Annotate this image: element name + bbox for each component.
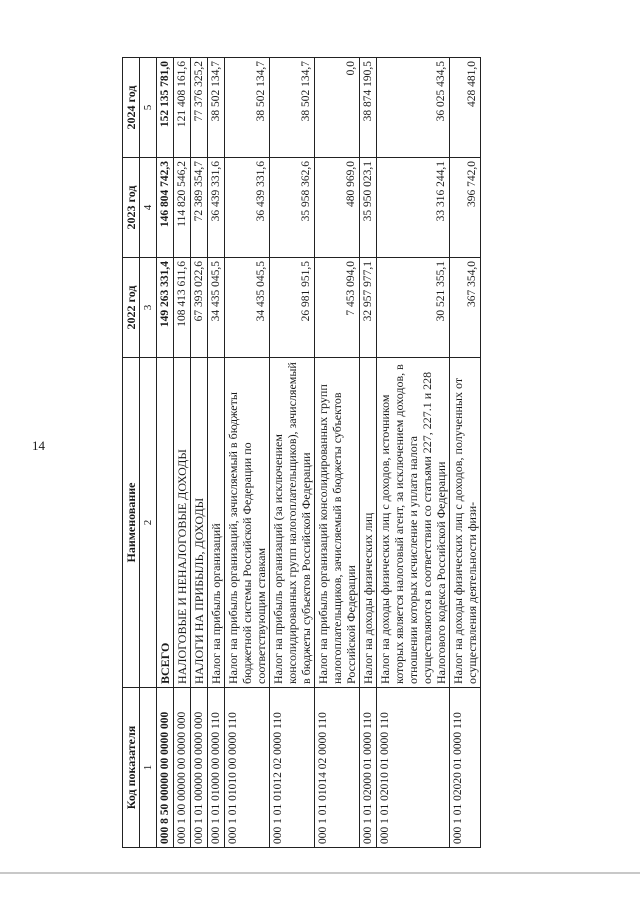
name-cell: НАЛОГОВЫЕ И НЕНАЛОГОВЫЕ ДОХОДЫ [174, 358, 191, 688]
table-row [157, 58, 174, 848]
name-cell: Налог на прибыль организаций (за исключением консолидированных групп налогоплательщиков), зачисляемый в бюджеты субъектов Российской Федерации [270, 358, 315, 688]
value-2022-cell: 108 413 611,6 [174, 258, 191, 358]
value-2022-cell: 149 263 331,4 [157, 258, 174, 358]
table-row [450, 58, 481, 848]
index-cell: 5 [140, 58, 157, 158]
scan-edge-line [0, 872, 640, 874]
column-index-row [140, 58, 157, 848]
table-header-row [123, 58, 140, 848]
table-row [377, 58, 450, 848]
value-2023-cell: 480 969,0 [315, 158, 360, 258]
table-row [225, 58, 270, 848]
value-2024-cell: 0,0 [315, 58, 360, 158]
header-code: Код показателя [123, 688, 140, 848]
index-cell: 3 [140, 258, 157, 358]
value-2023-cell: 396 742,0 [450, 158, 481, 258]
page-number: 14 [32, 438, 45, 453]
code-cell: 000 1 01 00000 00 0000 000 [191, 688, 208, 848]
value-2024-cell: 38 874 190,5 [360, 58, 377, 158]
header-name: Наименование [123, 358, 140, 688]
rotated-table-container [122, 58, 622, 848]
table-row [315, 58, 360, 848]
index-cell: 4 [140, 158, 157, 258]
name-cell: Налог на прибыль организаций [208, 358, 225, 688]
code-cell: 000 1 01 01000 00 0000 110 [208, 688, 225, 848]
header-2023: 2023 год [123, 158, 140, 258]
index-cell: 1 [140, 688, 157, 848]
table-row [191, 58, 208, 848]
table-row [270, 58, 315, 848]
value-2023-cell: 35 950 023,1 [360, 158, 377, 258]
value-2022-cell: 67 393 022,6 [191, 258, 208, 358]
value-2024-cell: 38 502 134,7 [208, 58, 225, 158]
value-2023-cell: 36 439 331,6 [208, 158, 225, 258]
value-2023-cell: 36 439 331,6 [225, 158, 270, 258]
name-cell: Налог на доходы физических лиц с доходов, источником которых является налоговый агент, за исключением доходов, в отношении которых исчисление и уплата налога осуществляются в соответствии со статьями 227, 227.1 и 228 Налогового кодекса Российской Федерации [377, 358, 450, 688]
value-2023-cell: 114 820 546,2 [174, 158, 191, 258]
value-2024-cell: 38 502 134,7 [225, 58, 270, 158]
value-2022-cell: 30 521 355,1 [377, 258, 450, 358]
table-row [208, 58, 225, 848]
value-2024-cell: 36 025 434,5 [377, 58, 450, 158]
code-cell: 000 1 01 02000 01 0000 110 [360, 688, 377, 848]
value-2023-cell: 72 389 354,7 [191, 158, 208, 258]
header-2024: 2024 год [123, 58, 140, 158]
name-cell: ВСЕГО [157, 358, 174, 688]
name-cell: Налог на доходы физических лиц [360, 358, 377, 688]
value-2022-cell: 26 981 951,5 [270, 258, 315, 358]
name-cell: Налог на прибыль организаций консолидированных групп налогоплательщиков, зачисляемый в бюджеты субъектов Российской Федерации [315, 358, 360, 688]
name-cell: НАЛОГИ НА ПРИБЫЛЬ, ДОХОДЫ [191, 358, 208, 688]
value-2023-cell: 146 804 742,3 [157, 158, 174, 258]
code-cell: 000 1 00 00000 00 0000 000 [174, 688, 191, 848]
code-cell: 000 1 01 02020 01 0000 110 [450, 688, 481, 848]
value-2024-cell: 77 376 325,2 [191, 58, 208, 158]
value-2024-cell: 121 408 161,6 [174, 58, 191, 158]
value-2022-cell: 34 435 045,5 [208, 258, 225, 358]
index-cell: 2 [140, 358, 157, 688]
code-cell: 000 8 50 00000 00 0000 000 [157, 688, 174, 848]
value-2022-cell: 7 453 094,0 [315, 258, 360, 358]
code-cell: 000 1 01 01012 02 0000 110 [270, 688, 315, 848]
code-cell: 000 1 01 02010 01 0000 110 [377, 688, 450, 848]
value-2023-cell: 33 316 244,1 [377, 158, 450, 258]
value-2022-cell: 32 957 977,1 [360, 258, 377, 358]
header-2022: 2022 год [123, 258, 140, 358]
value-2023-cell: 35 958 362,6 [270, 158, 315, 258]
table-row [360, 58, 377, 848]
value-2022-cell: 367 354,0 [450, 258, 481, 358]
value-2024-cell: 428 481,0 [450, 58, 481, 158]
table-row [174, 58, 191, 848]
code-cell: 000 1 01 01010 00 0000 110 [225, 688, 270, 848]
name-cell: Налог на доходы физических лиц с доходов, полученных от осуществления деятельности физи- [450, 358, 481, 688]
value-2024-cell: 38 502 134,7 [270, 58, 315, 158]
code-cell: 000 1 01 01014 02 0000 110 [315, 688, 360, 848]
name-cell: Налог на прибыль организаций, зачисляемый в бюджеты бюджетной системы Российской Федерации по соответствующим ставкам [225, 358, 270, 688]
value-2024-cell: 152 135 781,0 [157, 58, 174, 158]
value-2022-cell: 34 435 045,5 [225, 258, 270, 358]
revenue-table [122, 57, 481, 848]
